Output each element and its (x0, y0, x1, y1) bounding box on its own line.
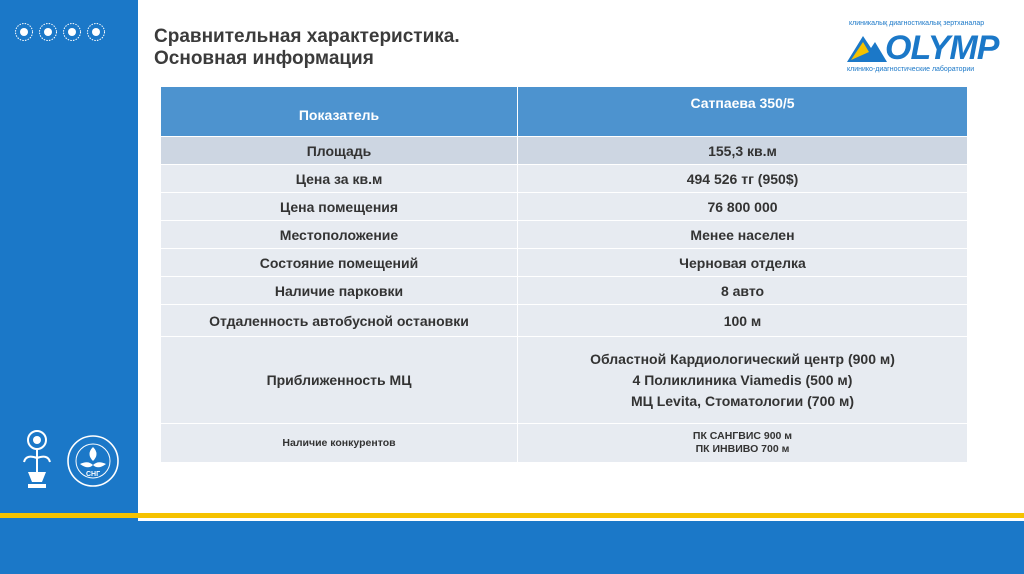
table-row (161, 221, 968, 249)
value-line: ПК ИНВИВО 700 м (695, 443, 790, 455)
value-line: Областной Кардиологический центр (900 м) (590, 350, 895, 367)
cis-seal-icon (66, 434, 120, 488)
row-label: Отдаленность автобусной остановки (161, 305, 518, 337)
page-title-line1: Сравнительная характеристика. (154, 26, 460, 47)
row-label: Наличие конкурентов (161, 424, 518, 463)
row-label: Площадь (161, 137, 518, 165)
table-row (161, 337, 968, 424)
page-title (154, 26, 460, 70)
row-value: 76 800 000 (518, 193, 968, 221)
olymp-logo (845, 20, 999, 76)
mountain-logo-icon (845, 30, 889, 64)
row-value: 8 авто (518, 277, 968, 305)
row-label: Цена помещения (161, 193, 518, 221)
row-value: 155,3 кв.м (518, 137, 968, 165)
row-value: Черновая отделка (518, 249, 968, 277)
emblem-row (14, 22, 106, 42)
table-row (161, 137, 968, 165)
value-line: 4 Поликлиника Viamedis (500 м) (632, 371, 853, 388)
table-row (161, 193, 968, 221)
blue-footer-bar (138, 521, 1024, 574)
star-emblem-icon (62, 22, 82, 42)
row-label: Местоположение (161, 221, 518, 249)
logo-bottom-text: клинико-диагностические лаборатории (847, 66, 975, 73)
table-row (161, 249, 968, 277)
row-value: 100 м (518, 305, 968, 337)
row-value (518, 424, 968, 463)
value-line: МЦ Levita, Стоматологии (700 м) (630, 392, 855, 409)
page-title-line2: Основная информация (154, 48, 374, 69)
table-row (161, 424, 968, 463)
award-statuette-icon (18, 428, 56, 490)
yellow-divider (0, 513, 1024, 518)
table-header-row (161, 87, 968, 137)
star-emblem-icon (14, 22, 34, 42)
row-value: 494 526 тг (950$) (518, 165, 968, 193)
row-label: Наличие парковки (161, 277, 518, 305)
table-row (161, 277, 968, 305)
logo-top-text: клиникалық диагностикалық зертханалар (849, 20, 985, 27)
row-value: Менее населен (518, 221, 968, 249)
left-sidebar (0, 0, 138, 574)
star-emblem-icon (38, 22, 58, 42)
comparison-table (160, 86, 968, 463)
row-value (518, 337, 968, 424)
logo-word: OLYMP (885, 29, 999, 67)
star-emblem-icon (86, 22, 106, 42)
value-line: ПК САНГВИС 900 м (692, 430, 793, 442)
header-indicator: Показатель (161, 87, 518, 137)
row-label: Состояние помещений (161, 249, 518, 277)
table-row (161, 305, 968, 337)
row-label: Цена за кв.м (161, 165, 518, 193)
row-label: Приближенность МЦ (161, 337, 518, 424)
cis-seal-text: СНГ (85, 471, 101, 478)
header-address: Сатпаева 350/5 (518, 87, 968, 137)
table-row (161, 165, 968, 193)
